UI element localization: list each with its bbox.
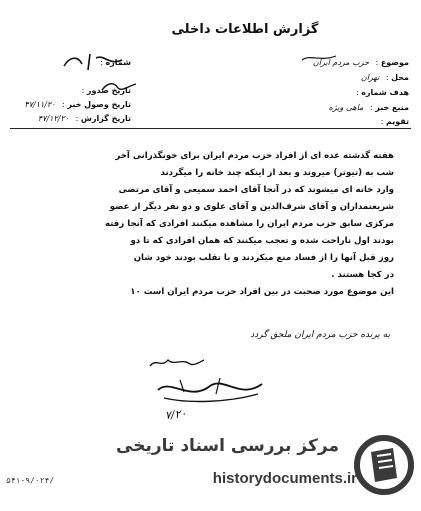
- header-divider: [10, 128, 411, 129]
- archive-logo-icon: [353, 434, 415, 496]
- report-body: [24, 148, 394, 301]
- field-calendar: تقویم :: [380, 117, 409, 126]
- body-line: مرکزی سابق حزب مردم ایران را مشاهده میکنند افرادی که آنجا رفته: [104, 219, 394, 229]
- handwritten-initials: [146, 356, 206, 370]
- field-number: شماره :: [100, 58, 131, 67]
- handwritten-date-mark: [100, 80, 140, 94]
- watermark-url: historydocuments.ir: [212, 470, 357, 487]
- handwritten-number: ۷/۲۰: [164, 406, 188, 423]
- handwritten-subject-mark: [300, 52, 340, 64]
- signature: [150, 372, 270, 408]
- field-location: محل : تهران: [360, 73, 409, 82]
- field-received-date: تاریخ وصول خبر : ۴۷/۱۱/۲۰: [24, 100, 131, 109]
- field-target-number: هدف شماره :: [355, 88, 409, 97]
- handwritten-note: به یرنده حزب مردم ایران ملحق گردد: [250, 330, 390, 340]
- body-line: هفته گذشته عده ای از افراد حزب مردم ایران برای خونگذرانی آخر: [115, 151, 394, 161]
- body-line: شب به (تیوتر) میروند و بعد از اینکه چند خانه را میگردند: [160, 168, 394, 178]
- field-issue-date: تاریخ صدور :: [81, 86, 131, 95]
- watermark-title: مرکز بررسی اسناد تاریخی: [116, 436, 339, 456]
- margin-code: ۵۴۱-۹/۰۲۴/: [6, 476, 55, 485]
- field-report-date: تاریخ گزارش : ۴۷/۱۲/۲۰: [37, 114, 131, 123]
- body-line: در کجا هستند .: [331, 270, 394, 280]
- watermark: [116, 432, 419, 510]
- body-line: این موضوع مورد صحبت در بین افراد حزب مردم ایران است ۱۰: [130, 287, 394, 297]
- field-source: منبع خبر : ماهی ویژه: [328, 103, 409, 112]
- body-line: وارد خانه ای میشوند که در آنجا آقای احمد سمیعی و آقای مرتضی: [118, 185, 394, 195]
- body-line: شریعتمداران و آقای شرف‌الدین و آقای علوی و دو نفر دیگر از عضو: [109, 202, 394, 212]
- handwritten-number-mark: [60, 52, 130, 72]
- document-title: گزارش اطلاعات داخلی: [171, 22, 319, 37]
- body-line: بودند اول ناراحت شده و تعجب میکنند که همان افرادی که تا دو: [130, 236, 394, 246]
- field-subject: موضوع : حزب مردم ایران: [312, 58, 409, 67]
- body-line: روز قبل آنها را از فساد منع میکردند و با تقلب بودند خود شان: [133, 253, 394, 263]
